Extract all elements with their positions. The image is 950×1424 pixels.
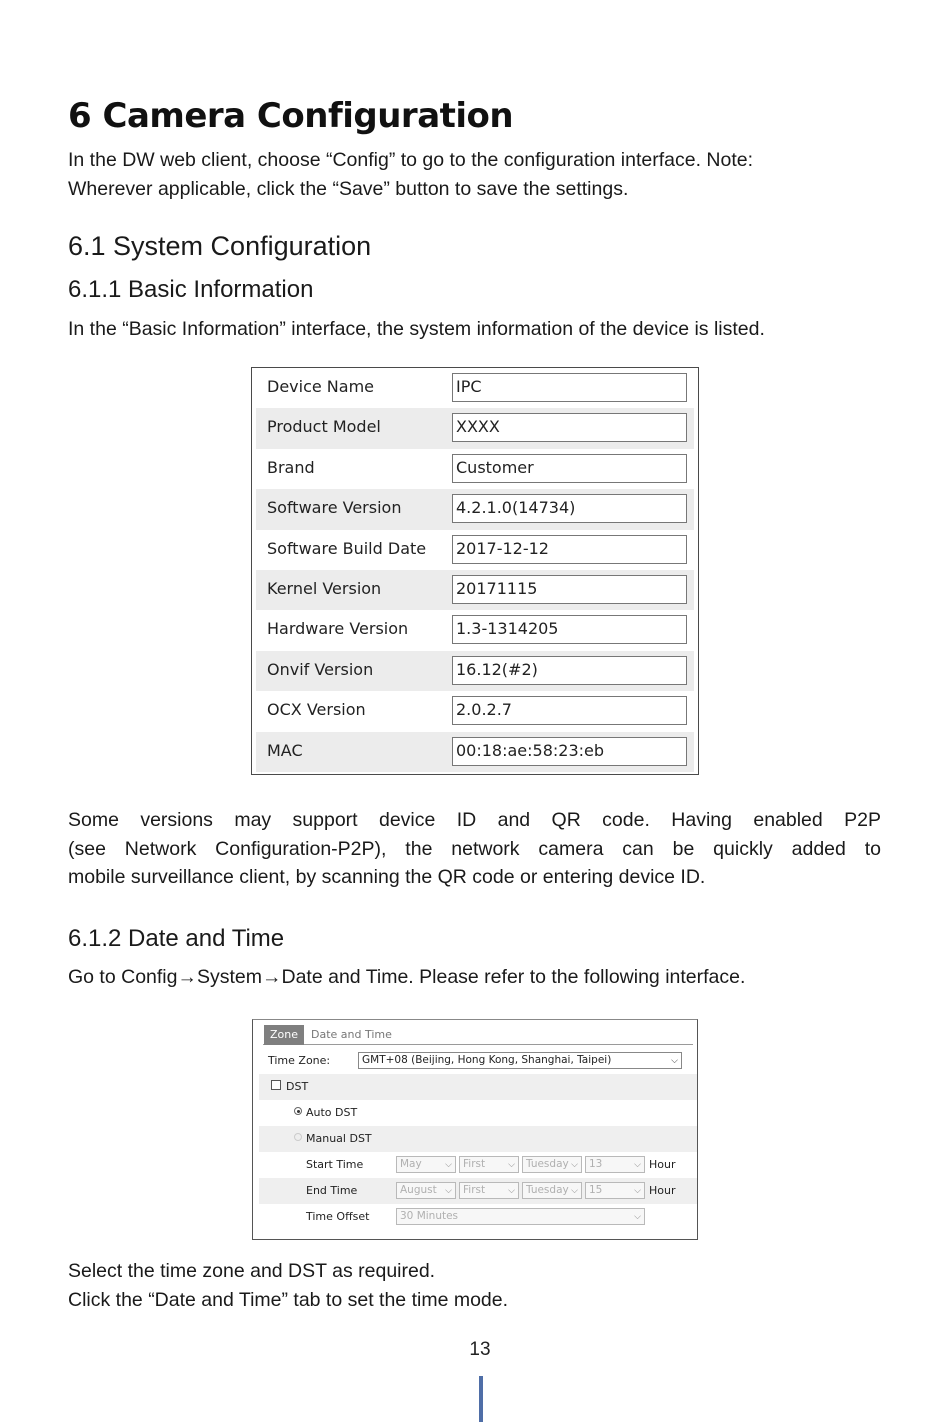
end-week-select[interactable]: [459, 1182, 519, 1199]
start-day-select[interactable]: [522, 1156, 582, 1173]
device-name-label: Device Name: [267, 377, 375, 396]
chevron-down-icon: ⌵: [571, 1160, 578, 1170]
time-offset-select[interactable]: [396, 1208, 645, 1225]
start-hour-unit: Hour: [649, 1158, 676, 1171]
manual-dst-label: Manual DST: [306, 1132, 372, 1145]
chevron-down-icon: ⌵: [445, 1160, 452, 1170]
time-zone-row: [259, 1048, 697, 1074]
brand-label: Brand: [267, 457, 315, 477]
end-time-label: End Time: [306, 1184, 358, 1197]
closing-line-2: Click the “Date and Time” tab to set the time mode.: [68, 1288, 509, 1311]
time-offset-row: [259, 1204, 697, 1230]
info-row-onvif-version: [256, 651, 694, 691]
info-row-ocx-version: [256, 691, 694, 731]
software-build-date-label: Software Build Date: [267, 538, 427, 558]
chevron-down-icon: ⌵: [634, 1160, 641, 1170]
info-row-device-name: [256, 368, 694, 408]
end-day-value: Tuesday: [526, 1184, 569, 1196]
page-number: 13: [469, 1339, 491, 1360]
start-week-value: First: [463, 1158, 486, 1170]
software-version-field: 4.2.1.0(14734): [452, 494, 687, 523]
start-week-select[interactable]: [459, 1156, 519, 1173]
time-offset-label: Time Offset: [306, 1210, 370, 1223]
end-hour-select[interactable]: [585, 1182, 645, 1199]
p2p-note-line-2: (see Network Configuration-P2P), the network camera can be quickly added to: [68, 837, 881, 860]
kernel-version-label: Kernel Version: [267, 579, 382, 598]
section-heading-date-and-time: 6.1.2 Date and Time: [68, 925, 285, 952]
end-week-value: First: [463, 1184, 486, 1196]
intro-line-1: In the DW web client, choose “Config” to go to the configuration interface. Note:: [68, 149, 754, 171]
chevron-down-icon: ⌵: [508, 1160, 515, 1170]
device-name-field[interactable]: IPC: [452, 373, 687, 402]
start-hour-select[interactable]: [585, 1156, 645, 1173]
end-month-value: August: [400, 1184, 437, 1196]
onvif-version-label: Onvif Version: [267, 659, 374, 679]
hardware-version-field: 1.3-1314205: [452, 615, 687, 644]
time-zone-label: Time Zone:: [268, 1054, 331, 1067]
software-build-date-field: 2017-12-12: [452, 535, 687, 564]
chevron-down-icon: ⌵: [445, 1186, 452, 1196]
software-version-label: Software Version: [267, 498, 402, 518]
chevron-down-icon: ⌵: [508, 1186, 515, 1196]
intro-line-2: Wherever applicable, click the “Save” button to save the settings.: [68, 177, 629, 200]
section-heading-system-configuration: 6.1 System Configuration: [68, 231, 372, 261]
manual-dst-radio[interactable]: [294, 1133, 302, 1141]
start-day-value: Tuesday: [526, 1158, 569, 1170]
start-month-select[interactable]: [396, 1156, 456, 1173]
end-hour-unit: Hour: [649, 1184, 676, 1197]
manual-dst-row: [259, 1126, 697, 1152]
time-zone-select[interactable]: [358, 1052, 682, 1069]
p2p-note-line-1: Some versions may support device ID and QR code. Having enabled P2P: [68, 809, 881, 831]
auto-dst-row: [259, 1100, 697, 1126]
intro-paragraph: [68, 146, 898, 203]
brand-field: Customer: [452, 454, 687, 483]
mac-field: 00:18:ae:58:23:eb: [452, 737, 687, 766]
info-row-product-model: [256, 408, 694, 448]
tab-bar: [263, 1025, 693, 1045]
auto-dst-radio[interactable]: [294, 1107, 302, 1115]
section-heading-basic-information: 6.1.1 Basic Information: [68, 276, 314, 303]
date-time-panel: [252, 1019, 698, 1240]
date-time-description: Go to Config→System→Date and Time. Please refer to the following interface.: [68, 966, 746, 988]
time-zone-value: GMT+08 (Beijing, Hong Kong, Shanghai, Taipei): [362, 1054, 612, 1066]
end-month-select[interactable]: [396, 1182, 456, 1199]
chevron-down-icon: ⌵: [634, 1186, 641, 1196]
page-title: 6 Camera Configuration: [68, 96, 514, 136]
auto-dst-label: Auto DST: [306, 1106, 358, 1119]
start-time-row: [259, 1152, 697, 1178]
onvif-version-field: 16.12(#2): [452, 656, 687, 685]
start-month-value: May: [400, 1158, 422, 1170]
time-offset-value: 30 Minutes: [400, 1210, 459, 1222]
end-time-row: [259, 1178, 697, 1204]
radio-selected-dot: [297, 1110, 300, 1113]
closing-line-1: Select the time zone and DST as required.: [68, 1260, 436, 1282]
product-model-field: XXXX: [452, 413, 687, 442]
p2p-note-paragraph: [68, 806, 881, 892]
tab-date-and-time[interactable]: Date and Time: [311, 1028, 392, 1041]
ocx-version-field: 2.0.2.7: [452, 696, 687, 725]
info-row-software-version: [256, 489, 694, 529]
chevron-down-icon: ⌵: [571, 1186, 578, 1196]
end-day-select[interactable]: [522, 1182, 582, 1199]
basic-information-panel: [251, 367, 699, 775]
end-hour-value: 15: [589, 1184, 603, 1196]
tab-zone[interactable]: Zone: [264, 1025, 304, 1045]
start-hour-value: 13: [589, 1158, 603, 1170]
page-footer-bar: [479, 1376, 483, 1422]
info-row-brand: [256, 449, 694, 489]
product-model-label: Product Model: [267, 417, 381, 437]
mac-label: MAC: [267, 740, 303, 760]
dst-label: DST: [286, 1080, 309, 1093]
info-row-kernel-version: [256, 570, 694, 610]
basic-info-description: In the “Basic Information” interface, the system information of the device is listed.: [68, 318, 765, 340]
dst-checkbox[interactable]: [271, 1080, 281, 1090]
kernel-version-field: 20171115: [452, 575, 687, 604]
start-time-label: Start Time: [306, 1158, 364, 1171]
hardware-version-label: Hardware Version: [267, 619, 409, 639]
dst-row: [259, 1074, 697, 1100]
info-row-hardware-version: [256, 610, 694, 650]
info-row-mac: [256, 732, 694, 772]
ocx-version-label: OCX Version: [267, 700, 366, 720]
chevron-down-icon: ⌵: [634, 1212, 641, 1222]
chevron-down-icon: ⌵: [671, 1056, 678, 1066]
p2p-note-line-3: mobile surveillance client, by scanning the QR code or entering device ID.: [68, 866, 706, 888]
info-row-software-build-date: [256, 530, 694, 570]
closing-paragraph: [68, 1257, 898, 1314]
